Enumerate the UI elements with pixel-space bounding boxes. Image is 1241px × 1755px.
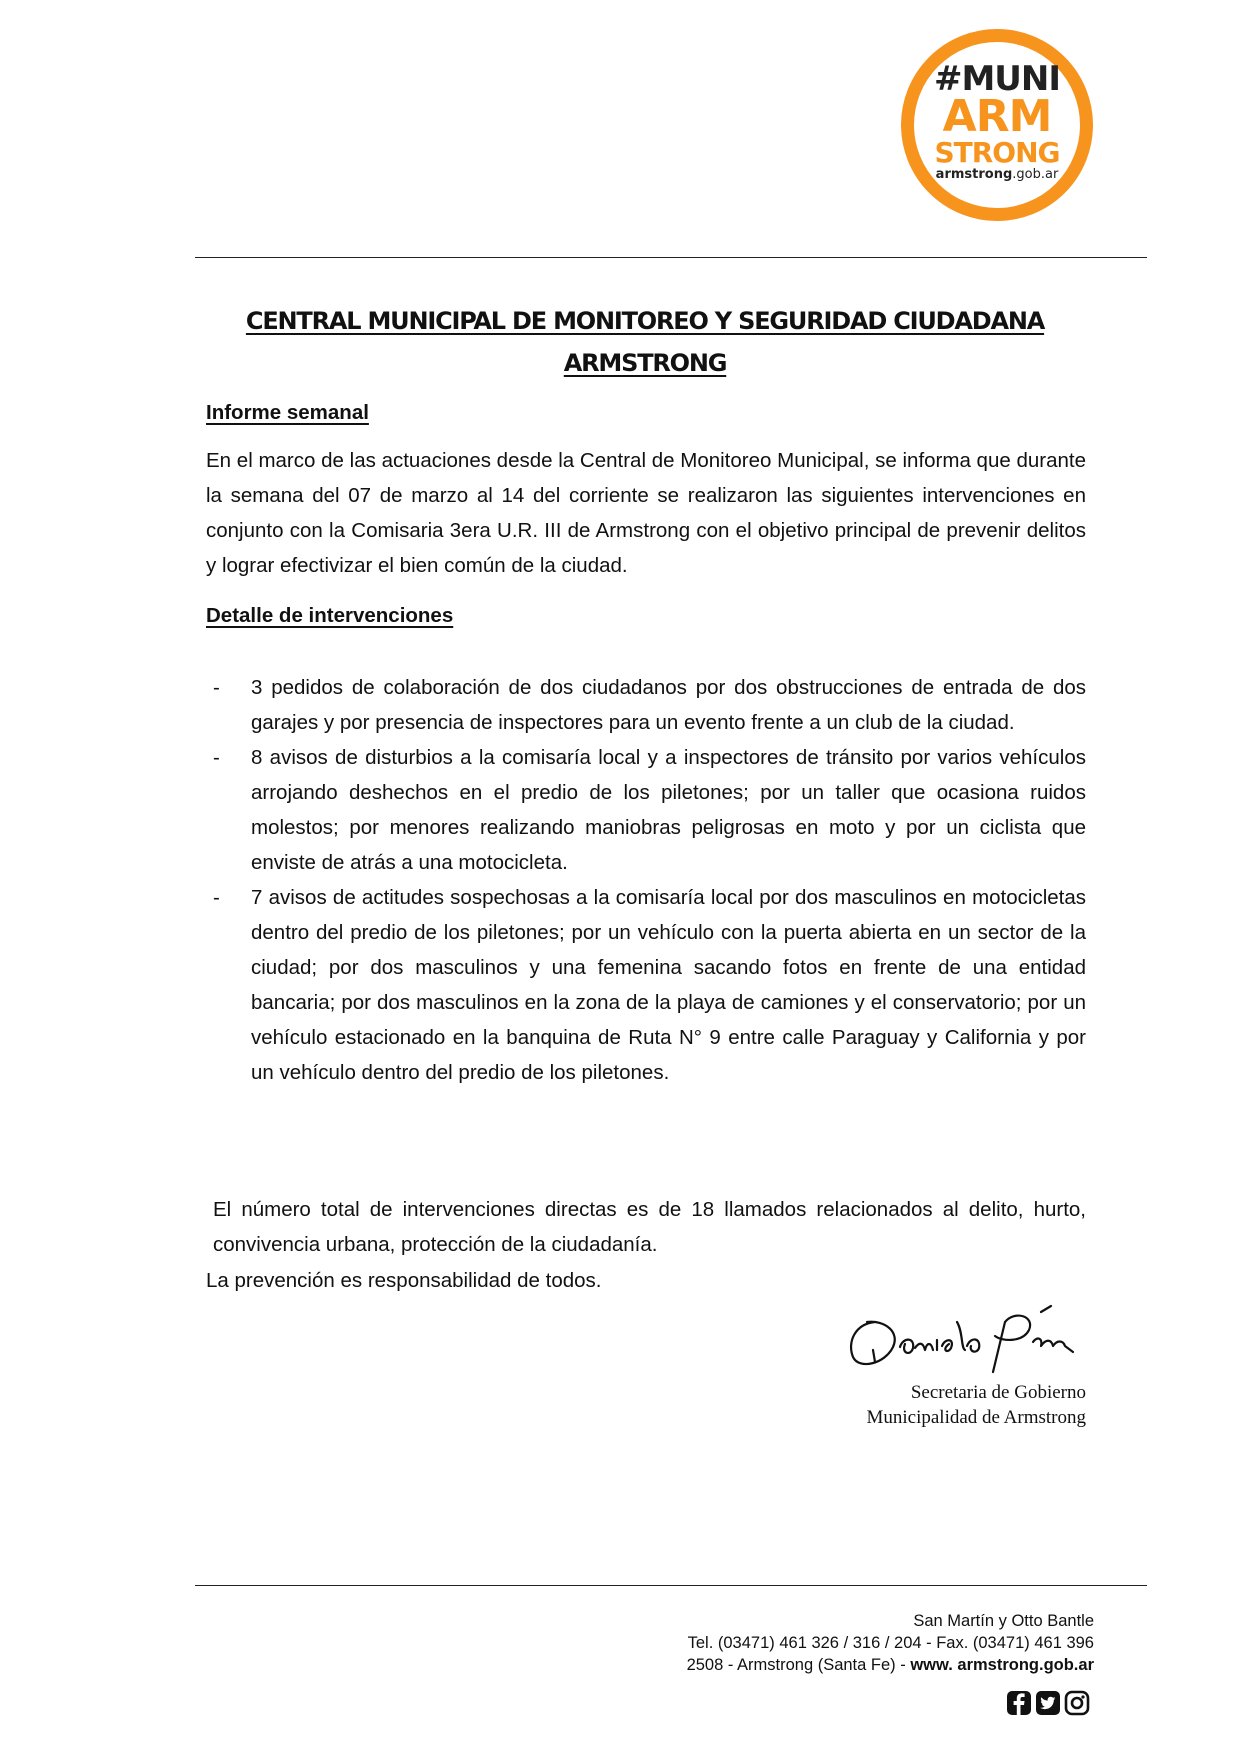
report-section (206, 395, 1086, 633)
prevention-motto: La prevención es responsabilidad de todos. (206, 1269, 602, 1292)
social-icons (1006, 1690, 1090, 1716)
footer-website-link[interactable]: www. armstrong.gob.ar (910, 1656, 1094, 1674)
footer-phones: Tel. (03471) 461 326 / 316 / 204 - Fax. (03471) 461 396 (687, 1634, 1094, 1652)
instagram-icon[interactable] (1064, 1690, 1090, 1716)
footer-contact (687, 1610, 1094, 1676)
list-item: - 8 avisos de disturbios a la comisaría local y a inspectores de tránsito por varios vehículos arrojando deshechos en el predio de los piletones; por un taller que ocasiona ruidos molestos; por menores realizando maniobras peligrosas en moto y por un ciclista que enviste de atrás a una motocicleta. (206, 740, 1086, 880)
interventions-list (206, 670, 1086, 1090)
list-item: - 3 pedidos de colaboración de dos ciudadanos por dos obstrucciones de entrada de dos garajes y por presencia de inspectores para un evento frente a un club de la ciudad. (206, 670, 1086, 740)
twitter-icon[interactable] (1035, 1690, 1061, 1716)
title-line-2: ARMSTRONG (563, 349, 727, 377)
municipality-logo (901, 29, 1093, 221)
title-line-1: CENTRAL MUNICIPAL DE MONITOREO Y SEGURIDAD CIUDADANA (245, 307, 1045, 335)
logo-strong: STRONG (934, 135, 1060, 169)
report-heading: Informe semanal (206, 401, 369, 424)
footer-address: San Martín y Otto Bantle (913, 1612, 1094, 1630)
signature-block (866, 1380, 1086, 1430)
signature-institution: Municipalidad de Armstrong (866, 1407, 1086, 1428)
logo-site (936, 167, 1059, 184)
document-title (195, 300, 1095, 384)
footer-divider (195, 1585, 1147, 1586)
logo-site-rest: .gob.ar (1012, 167, 1059, 183)
signature-role: Secretaria de Gobierno (910, 1382, 1086, 1403)
details-heading: Detalle de intervenciones (206, 604, 454, 627)
handwritten-signature (845, 1302, 1090, 1382)
facebook-icon[interactable] (1006, 1690, 1032, 1716)
total-summary: El número total de intervenciones directas es de 18 llamados relacionados al delito, hurto, convivencia urbana, protección de la ciudadanía. (213, 1198, 1086, 1256)
footer-city: 2508 - Armstrong (Santa Fe) - (686, 1656, 911, 1674)
report-intro: En el marco de las actuaciones desde la Central de Monitoreo Municipal, se informa que durante la semana del 07 de marzo al 14 del corriente se realizaron las siguientes intervenciones en conjunto con la Comisaria 3era U.R. III de Armstrong con el objetivo principal de prevenir delitos y lograr efectivizar el bien común de la ciudad. (206, 449, 1086, 577)
logo-arm: ARM (942, 90, 1052, 142)
logo-site-bold: armstrong (935, 167, 1013, 183)
list-item: - 7 avisos de actitudes sospechosas a la comisaría local por dos masculinos en motocicletas dentro del predio de los piletones; por un vehículo con la puerta abierta en un sector de la ciudad; por dos masculinos y una femenina sacando fotos en frente de una entidad bancaria; por dos masculinos en la zona de la playa de camiones y el conservatorio; por un vehículo estacionado en la banquina de Ruta N° 9 entre calle Paraguay y California y por un vehículo dentro del predio de los piletones. (206, 880, 1086, 1090)
logo-hashtag: #MUNI (933, 58, 1061, 99)
header-divider (195, 257, 1147, 258)
